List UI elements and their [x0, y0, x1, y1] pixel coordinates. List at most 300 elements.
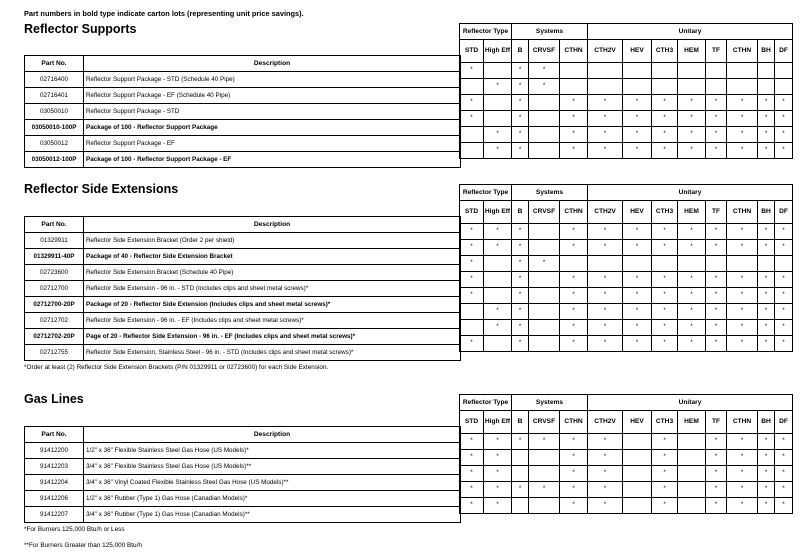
column-header: CRVSF: [529, 411, 560, 434]
column-header: HEV: [623, 201, 652, 224]
compatibility-mark: [484, 272, 512, 288]
compatibility-mark: [484, 95, 512, 111]
compatibility-mark: *: [727, 450, 758, 466]
parts-table: [24, 216, 461, 361]
compatibility-row: [460, 482, 793, 498]
compatibility-row: [460, 320, 793, 336]
compatibility-mark: [758, 256, 775, 272]
compatibility-mark: *: [484, 127, 512, 143]
part-row: [25, 265, 461, 281]
compatibility-mark: *: [560, 95, 588, 111]
compatibility-mark: [512, 466, 529, 482]
compatibility-row: [460, 79, 793, 95]
compatibility-mark: *: [758, 498, 775, 514]
carton-lot-note: Part numbers in bold type indicate carton lots (representing unit price savings).: [24, 9, 304, 18]
compatibility-mark: [460, 304, 484, 320]
compatibility-mark: *: [652, 272, 678, 288]
compatibility-mark: [706, 256, 727, 272]
compatibility-mark: *: [775, 127, 793, 143]
compatibility-mark: *: [560, 466, 588, 482]
parts-table: [24, 55, 461, 168]
part-number: 91412207: [25, 507, 84, 523]
part-description: Reflector Support Package - STD (Schedule 40 Pipe): [84, 72, 461, 88]
compatibility-mark: [588, 63, 623, 79]
part-row: [25, 329, 461, 345]
compatibility-mark: [460, 143, 484, 159]
compatibility-mark: *: [560, 320, 588, 336]
compatibility-mark: *: [484, 498, 512, 514]
compatibility-mark: [529, 224, 560, 240]
compatibility-mark: [484, 288, 512, 304]
compatibility-mark: [623, 79, 652, 95]
part-row: [25, 491, 461, 507]
compatibility-mark: [652, 256, 678, 272]
compatibility-mark: *: [623, 304, 652, 320]
compatibility-row: [460, 256, 793, 272]
compatibility-mark: *: [706, 320, 727, 336]
column-header: TF: [706, 40, 727, 63]
compatibility-mark: *: [529, 256, 560, 272]
compatibility-mark: *: [758, 143, 775, 159]
compatibility-mark: *: [588, 127, 623, 143]
column-header: HEM: [678, 40, 706, 63]
compatibility-mark: [529, 498, 560, 514]
compatibility-mark: *: [560, 224, 588, 240]
compatibility-mark: *: [623, 224, 652, 240]
compatibility-row: [460, 111, 793, 127]
compatibility-mark: *: [706, 127, 727, 143]
compatibility-mark: *: [623, 320, 652, 336]
compatibility-mark: *: [623, 240, 652, 256]
column-header: CTHN: [560, 201, 588, 224]
column-header: HEV: [623, 40, 652, 63]
compatibility-mark: *: [652, 434, 678, 450]
compatibility-mark: *: [560, 482, 588, 498]
column-header: High Eff: [484, 411, 512, 434]
column-header: STD: [460, 411, 484, 434]
compatibility-row: [460, 127, 793, 143]
compatibility-mark: *: [775, 320, 793, 336]
compatibility-mark: *: [678, 224, 706, 240]
compatibility-mark: *: [512, 272, 529, 288]
compatibility-mark: *: [758, 466, 775, 482]
column-header: CTH2V: [588, 40, 623, 63]
compatibility-table: [459, 23, 793, 159]
compatibility-mark: *: [758, 336, 775, 352]
compatibility-mark: *: [560, 434, 588, 450]
compatibility-mark: *: [529, 482, 560, 498]
part-number: 91412200: [25, 443, 84, 459]
compatibility-mark: [560, 256, 588, 272]
compatibility-mark: *: [588, 450, 623, 466]
compatibility-mark: *: [560, 336, 588, 352]
part-row: [25, 297, 461, 313]
column-header: CRVSF: [529, 40, 560, 63]
column-header: CTHN: [727, 40, 758, 63]
compatibility-mark: *: [460, 256, 484, 272]
compatibility-table: [459, 394, 793, 514]
compatibility-mark: *: [623, 336, 652, 352]
part-number: 03050012-100P: [25, 152, 84, 168]
compatibility-mark: *: [758, 95, 775, 111]
part-description: 3/4" x 36" Flexible Stainless Steel Gas Hose (US Models)**: [84, 459, 461, 475]
column-header: TF: [706, 411, 727, 434]
systems-header: Systems: [512, 24, 588, 40]
compatibility-mark: *: [652, 240, 678, 256]
compatibility-mark: *: [775, 482, 793, 498]
compatibility-mark: *: [706, 224, 727, 240]
part-row: [25, 152, 461, 168]
compatibility-mark: [529, 336, 560, 352]
compatibility-mark: [512, 498, 529, 514]
description-header: Description: [84, 56, 461, 72]
compatibility-mark: [529, 288, 560, 304]
compatibility-row: [460, 63, 793, 79]
compatibility-mark: *: [460, 498, 484, 514]
compatibility-mark: [623, 498, 652, 514]
compatibility-mark: *: [678, 288, 706, 304]
compatibility-row: [460, 304, 793, 320]
compatibility-mark: [652, 79, 678, 95]
compatibility-mark: *: [758, 224, 775, 240]
compatibility-mark: *: [588, 482, 623, 498]
column-header: CTH3: [652, 411, 678, 434]
column-header: B: [512, 40, 529, 63]
compatibility-mark: [678, 79, 706, 95]
compatibility-mark: *: [727, 304, 758, 320]
reflector-type-header: Reflector Type: [460, 185, 512, 201]
compatibility-row: [460, 434, 793, 450]
column-header-row: [460, 411, 793, 434]
part-description: Page of 20 - Reflector Side Extension - 96 in. - EF (Includes clips and sheet metal screws)*: [84, 329, 461, 345]
compatibility-mark: [623, 256, 652, 272]
compatibility-mark: *: [775, 288, 793, 304]
compatibility-mark: [460, 320, 484, 336]
part-description: 1/2" x 36" Flexible Stainless Steel Gas Hose (US Models)*: [84, 443, 461, 459]
column-header: HEM: [678, 411, 706, 434]
compatibility-mark: [678, 450, 706, 466]
part-row: [25, 459, 461, 475]
compatibility-mark: [529, 304, 560, 320]
compatibility-mark: *: [678, 143, 706, 159]
compatibility-mark: *: [652, 288, 678, 304]
column-header: CTHN: [560, 411, 588, 434]
reflector-type-header: Reflector Type: [460, 24, 512, 40]
column-header: DF: [775, 201, 793, 224]
compatibility-mark: *: [512, 482, 529, 498]
compatibility-mark: *: [678, 272, 706, 288]
compatibility-mark: *: [512, 288, 529, 304]
compatibility-mark: *: [758, 127, 775, 143]
compatibility-mark: [529, 466, 560, 482]
compatibility-row: [460, 336, 793, 352]
compatibility-mark: *: [727, 498, 758, 514]
compatibility-mark: [727, 256, 758, 272]
part-number: 02712702-20P: [25, 329, 84, 345]
footnote: **For Burners Greater than 125,000 Btu/h: [24, 542, 142, 549]
compatibility-mark: *: [484, 224, 512, 240]
compatibility-mark: *: [727, 95, 758, 111]
compatibility-mark: [623, 482, 652, 498]
compatibility-mark: [706, 63, 727, 79]
compatibility-mark: *: [560, 240, 588, 256]
compatibility-mark: [484, 256, 512, 272]
compatibility-mark: *: [775, 143, 793, 159]
part-no-header: Part No.: [25, 217, 84, 233]
part-description: Package of 40 - Reflector Side Extension Bracket: [84, 249, 461, 265]
compatibility-row: [460, 224, 793, 240]
column-header: DF: [775, 411, 793, 434]
unitary-header: Unitary: [588, 24, 793, 40]
compatibility-mark: *: [706, 434, 727, 450]
compatibility-mark: *: [758, 240, 775, 256]
compatibility-mark: *: [623, 95, 652, 111]
compatibility-mark: *: [529, 63, 560, 79]
compatibility-mark: [775, 79, 793, 95]
column-header: DF: [775, 40, 793, 63]
compatibility-mark: *: [706, 304, 727, 320]
compatibility-mark: [678, 256, 706, 272]
compatibility-mark: *: [775, 434, 793, 450]
part-description: Reflector Support Package - STD: [84, 104, 461, 120]
column-header: TF: [706, 201, 727, 224]
compatibility-mark: *: [484, 304, 512, 320]
reflector-type-header: Reflector Type: [460, 395, 512, 411]
systems-header: Systems: [512, 395, 588, 411]
systems-header: Systems: [512, 185, 588, 201]
compatibility-mark: *: [560, 304, 588, 320]
part-description: 3/4" x 36" Vinyl Coated Flexible Stainless Steel Gas Hose (US Models)**: [84, 475, 461, 491]
part-number: 03050010-100P: [25, 120, 84, 136]
column-header: HEM: [678, 201, 706, 224]
compatibility-mark: *: [512, 240, 529, 256]
part-description: Reflector Side Extension - 96 in. - EF (Includes clips and sheet metal screws)*: [84, 313, 461, 329]
part-number: 91412206: [25, 491, 84, 507]
part-number: 02723600: [25, 265, 84, 281]
compatibility-mark: [484, 111, 512, 127]
compatibility-row: [460, 450, 793, 466]
section-title: Reflector Side Extensions: [24, 182, 179, 196]
compatibility-mark: [512, 450, 529, 466]
compatibility-mark: *: [460, 450, 484, 466]
column-header: BH: [758, 40, 775, 63]
compatibility-mark: *: [652, 320, 678, 336]
compatibility-mark: *: [512, 256, 529, 272]
compatibility-mark: *: [775, 224, 793, 240]
compatibility-mark: *: [706, 336, 727, 352]
compatibility-mark: *: [775, 336, 793, 352]
compatibility-mark: *: [775, 111, 793, 127]
column-header: CTH3: [652, 201, 678, 224]
compatibility-mark: *: [706, 272, 727, 288]
compatibility-mark: *: [775, 498, 793, 514]
column-header-row: [460, 201, 793, 224]
group-header-row: [460, 24, 793, 40]
compatibility-mark: *: [460, 240, 484, 256]
compatibility-row: [460, 466, 793, 482]
compatibility-mark: *: [460, 434, 484, 450]
compatibility-mark: [623, 466, 652, 482]
compatibility-mark: *: [588, 498, 623, 514]
compatibility-mark: [775, 256, 793, 272]
compatibility-mark: *: [652, 111, 678, 127]
compatibility-mark: *: [588, 143, 623, 159]
compatibility-mark: *: [560, 498, 588, 514]
part-row: [25, 475, 461, 491]
compatibility-mark: *: [706, 498, 727, 514]
compatibility-mark: *: [588, 288, 623, 304]
column-header: BH: [758, 201, 775, 224]
part-row: [25, 233, 461, 249]
compatibility-mark: *: [529, 434, 560, 450]
column-header: B: [512, 411, 529, 434]
section-title: Gas Lines: [24, 392, 84, 406]
compatibility-mark: *: [623, 127, 652, 143]
compatibility-mark: [727, 63, 758, 79]
part-row: [25, 507, 461, 523]
compatibility-mark: *: [775, 272, 793, 288]
compatibility-mark: *: [484, 143, 512, 159]
compatibility-mark: [678, 466, 706, 482]
compatibility-mark: *: [727, 224, 758, 240]
column-header: CTH3: [652, 40, 678, 63]
compatibility-mark: *: [512, 111, 529, 127]
compatibility-mark: *: [484, 434, 512, 450]
column-header: CTHN: [560, 40, 588, 63]
compatibility-mark: [529, 320, 560, 336]
part-description: 1/2" x 36" Rubber (Type 1) Gas Hose (Canadian Models)*: [84, 491, 461, 507]
part-description: Reflector Side Extension Bracket (Schedule 40 Pipe): [84, 265, 461, 281]
part-description: Reflector Side Extension - 96 in. - STD (Includes clips and sheet metal screws)*: [84, 281, 461, 297]
compatibility-mark: [484, 63, 512, 79]
compatibility-mark: *: [588, 224, 623, 240]
parts-header-row: [25, 427, 461, 443]
compatibility-mark: *: [460, 95, 484, 111]
compatibility-mark: *: [758, 482, 775, 498]
compatibility-mark: *: [678, 240, 706, 256]
compatibility-mark: [529, 111, 560, 127]
compatibility-mark: *: [512, 434, 529, 450]
compatibility-mark: [623, 450, 652, 466]
compatibility-mark: [727, 79, 758, 95]
compatibility-mark: *: [512, 336, 529, 352]
compatibility-mark: *: [460, 482, 484, 498]
compatibility-mark: *: [588, 272, 623, 288]
part-number: 91412203: [25, 459, 84, 475]
part-row: [25, 443, 461, 459]
section-title: Reflector Supports: [24, 22, 137, 36]
column-header-row: [460, 40, 793, 63]
compatibility-mark: *: [678, 111, 706, 127]
compatibility-mark: *: [652, 95, 678, 111]
part-number: 02712700-20P: [25, 297, 84, 313]
part-description: Reflector Support Package - EF (Schedule 40 Pipe): [84, 88, 461, 104]
compatibility-mark: [529, 450, 560, 466]
compatibility-mark: [588, 79, 623, 95]
compatibility-mark: *: [727, 336, 758, 352]
column-header: High Eff: [484, 201, 512, 224]
compatibility-mark: *: [560, 288, 588, 304]
compatibility-mark: *: [758, 272, 775, 288]
compatibility-mark: *: [588, 336, 623, 352]
compatibility-mark: *: [623, 288, 652, 304]
compatibility-mark: [529, 95, 560, 111]
compatibility-mark: *: [512, 79, 529, 95]
column-header: CTH2V: [588, 201, 623, 224]
part-number: 03050012: [25, 136, 84, 152]
compatibility-mark: *: [758, 450, 775, 466]
compatibility-mark: [623, 434, 652, 450]
compatibility-mark: *: [652, 466, 678, 482]
part-row: [25, 345, 461, 361]
part-number: 91412204: [25, 475, 84, 491]
compatibility-mark: *: [560, 450, 588, 466]
column-header: CTHN: [727, 201, 758, 224]
part-description: Reflector Side Extension, Stainless Steel - 96 in. - STD (Includes clips and sheet metal screws)*: [84, 345, 461, 361]
part-description: Package of 20 - Reflector Side Extension (Includes clips and sheet metal screws)*: [84, 297, 461, 313]
part-description: 3/4" x 36" Rubber (Type 1) Gas Hose (Canadian Models)**: [84, 507, 461, 523]
part-number: 01329911: [25, 233, 84, 249]
compatibility-mark: *: [588, 240, 623, 256]
compatibility-mark: [529, 127, 560, 143]
compatibility-mark: *: [758, 288, 775, 304]
compatibility-mark: *: [758, 111, 775, 127]
part-no-header: Part No.: [25, 427, 84, 443]
compatibility-mark: *: [775, 466, 793, 482]
description-header: Description: [84, 427, 461, 443]
compatibility-mark: *: [588, 304, 623, 320]
part-no-header: Part No.: [25, 56, 84, 72]
compatibility-mark: *: [460, 336, 484, 352]
compatibility-mark: *: [512, 63, 529, 79]
column-header: CRVSF: [529, 201, 560, 224]
compatibility-mark: *: [652, 127, 678, 143]
compatibility-mark: *: [678, 320, 706, 336]
compatibility-mark: *: [727, 143, 758, 159]
compatibility-mark: [529, 240, 560, 256]
compatibility-mark: *: [775, 450, 793, 466]
part-number: 02716401: [25, 88, 84, 104]
compatibility-mark: *: [460, 272, 484, 288]
compatibility-mark: [678, 434, 706, 450]
part-number: 02716400: [25, 72, 84, 88]
description-header: Description: [84, 217, 461, 233]
compatibility-mark: *: [460, 288, 484, 304]
part-row: [25, 104, 461, 120]
compatibility-row: [460, 143, 793, 159]
compatibility-mark: *: [623, 111, 652, 127]
column-header: CTHN: [727, 411, 758, 434]
compatibility-mark: *: [512, 224, 529, 240]
compatibility-mark: *: [678, 127, 706, 143]
compatibility-mark: *: [652, 336, 678, 352]
compatibility-mark: *: [460, 63, 484, 79]
column-header: STD: [460, 201, 484, 224]
compatibility-mark: *: [512, 143, 529, 159]
compatibility-mark: *: [560, 272, 588, 288]
compatibility-row: [460, 288, 793, 304]
compatibility-mark: *: [706, 240, 727, 256]
compatibility-mark: *: [588, 320, 623, 336]
compatibility-mark: *: [460, 224, 484, 240]
compatibility-mark: [560, 79, 588, 95]
parts-header-row: [25, 56, 461, 72]
unitary-header: Unitary: [588, 395, 793, 411]
compatibility-mark: [623, 63, 652, 79]
compatibility-mark: *: [706, 111, 727, 127]
group-header-row: [460, 395, 793, 411]
compatibility-mark: *: [588, 466, 623, 482]
